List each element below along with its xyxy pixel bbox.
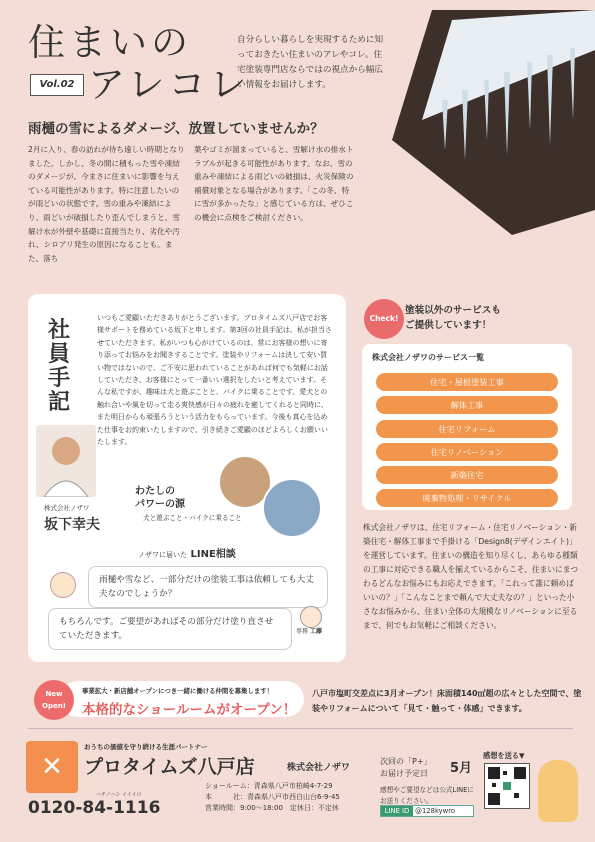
staff-avatar [300,606,322,628]
icicle-photo [392,10,595,235]
volume-badge: Vol.02 [30,74,84,96]
tagline: おうちの価値を守り続ける生涯パートナー [84,743,208,751]
line-consult-heading: ノザワに届いた LINE相談 [138,549,236,560]
page-title: 住まいの アレコレ [28,21,251,106]
hobby-subtitle: 犬と遊ぶこと・バイクに乗ること [143,514,242,522]
services-headline: 塗装以外のサービスも ご提供しています！ [405,305,501,331]
customer-avatar [50,572,76,598]
send-feedback-label: 感想を送る▼ [483,751,525,760]
service-item: 解体工事 [376,396,558,414]
new-open-badge: New Open! [34,680,74,720]
services-title: 株式会社ノザワのサービス一覧 [372,353,484,362]
staff-note-title: 社員手記 [47,317,70,415]
check-badge: Check! [364,299,404,339]
next-issue-month: 5月 [450,761,473,776]
hobby-title: わたしの パワーの源 [135,486,185,510]
event-description: 八戸市塩町交差点に3月オープン！床面積140㎡超の広々とした空間で、塗装やリフォームについて「見て・触って・体感」できます。 [312,689,582,713]
event-subtext: 事業拡大・新店舗オープンにつき一緒に働ける仲間を募集します！ [82,687,274,695]
question-bubble: 雨樋や雪など、一部分だけの塗装工事は依頼しても大丈夫なのでしょうか？ [88,566,328,608]
article-column-1: 2月に入り、春の訪れが待ち遠しい時期となりました。しかし、冬の間に積もった雪や凍結のダメージが、今まさに住まいに影響を与えている可能性があります。特に注意したいのが雨どいの状態です。雪の重みや凍結により、雨どいが破損したり歪んでしまうと、雪解け水が外壁や基礎に直接当たり、劣化や汚れ、シロアリ発生の原因になることも。また、落ち [28,145,185,263]
address-block: ショールーム：青森県八戸市柏崎4-7-29 本 社：青森県八戸市西白山台6-9-45 営業時間：9:00～18:00 定休日：不定休 [205,782,340,812]
feedback-note: 感想やご要望などは公式LINEにお送りください。 [380,786,474,805]
services-description: 株式会社ノザワは、住宅リフォーム・住宅リノベーション・新築住宅・解体工事まで手掛ける「Design8(デザインエイト)」を運営しています。住まいの構造を知り尽くし、あらゆる種類の工事に対応できる職人を揃えているからこそ、住まいにまつわるどんなお悩みにもお応えできます。「これって誰に頼めばいいの？」「こんなことまで頼んで大丈夫なの？」といった小さなお悩みから、住まい全体の大規模なリノベーションに至るまで、何でもお気軽にご相談ください。 [363,523,579,630]
article-column-2: 葉やゴミが溜まっていると、雪解け水の排水トラブルが起きる可能性があります。なお、雪の重みや凍結による雨どいの破損は、火災保険の補償対象となる場合があります。「この冬、特に雪が多かったな」と感じている方は、ぜひこの機会に点検をご検討ください。 [194,145,354,222]
intro-text: 自分らしい暮らしを実現するために知っておきたい住まいのアレやコレ。住宅塗装専門店ならではの視点から幅広い情報をお届けします。 [237,35,384,90]
staff-note-text: いつもご愛顧いただきありがとうございます。プロタイムズ八戸店でお客様サポートを務めている坂下と申します。第3回の社員手記は、私が担当させていただきます。私がいつも心がけているのは、常にお客様の想いに寄り添ってお悩みをお聞きすることです。塗装やリフォームは決して安い買い物ではないので、ご不安に思われていることがあれば何でも気軽にお話していただき、お客様にとって一番いい選択をしたいと考えています。そんな私ですが、趣味は犬と遊ぶことと、バイクに乗ることです。愛犬との触れ合いや風を切って走る爽快感が日々の疲れを癒してくれると同時に、また明日からも頑張ろうという活力をもらっています。今後も真心を込めた仕事をお約束いたしますので、引き続きご愛顧のほどよろしくお願いいたします。 [97,314,332,447]
staff-name: 坂下幸夫 [44,517,100,533]
article-headline: 雨樋の雪によるダメージ、放置していませんか？ [28,121,324,137]
company-logo: ✕ [26,741,78,793]
service-item: 住宅リフォーム [376,420,558,438]
event-headline: 本格的なショールームがオープン！ [82,702,297,718]
service-item: 住宅リノベーション [376,443,558,461]
phone-reading: ハチノヘシ イイイロ [96,792,142,798]
line-id[interactable]: LINE ID @128kywro [380,805,474,817]
phone-number[interactable]: 0120-84-1116 [28,798,161,818]
qr-code-icon[interactable] [485,764,529,808]
service-item: 住宅・屋根塗装工事 [376,373,558,391]
staff-company: 株式会社ノザワ [44,504,90,512]
footer-divider [28,728,573,729]
staff-photo [36,425,96,497]
shop-name: プロタイムズ八戸店 [84,756,255,778]
motorcycle-photo [262,478,322,538]
services-list [376,373,558,513]
service-item: 廃棄物処理・リサイクル [376,489,558,507]
answerer-label: 専務 工藤 [296,628,322,635]
service-item: 新築住宅 [376,466,558,484]
next-issue-label: 次回の「P+」 お届け予定日 [380,757,432,778]
corporation-name: 株式会社ノザワ [287,763,351,773]
answer-bubble: もちろんです。ご要望があればその部分だけ塗り直させていただきます。 [48,608,292,650]
mascot-image [538,760,578,822]
